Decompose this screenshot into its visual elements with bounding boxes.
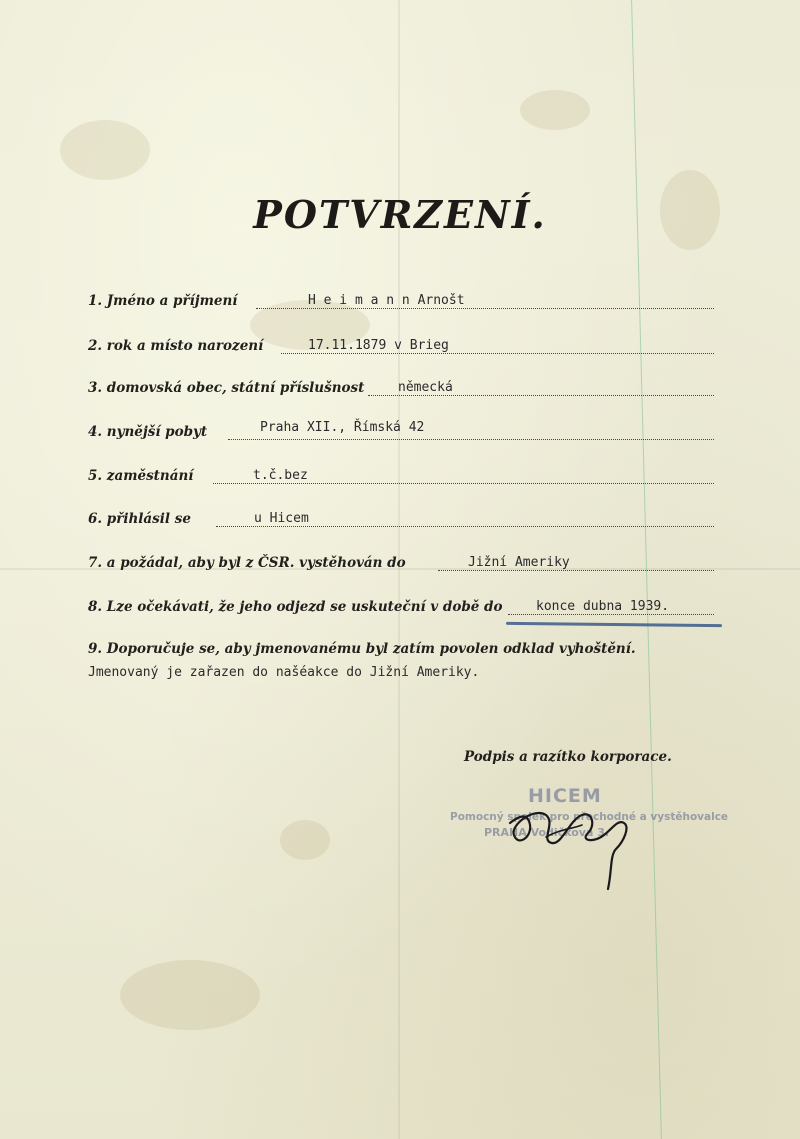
pen-underline — [506, 622, 722, 627]
stamp-description: Pomocný spolek pro přechodné a vystěhovalce — [450, 811, 729, 823]
stamp-org-name: HICEM — [528, 785, 602, 807]
field-label: 8. Lze očekávati, že jeho odjezd se uskuteční v době do — [88, 599, 503, 615]
field-label: 7. a požádal, aby byl z ČSR. vystěhován do — [88, 555, 406, 571]
handwritten-signature — [500, 785, 650, 895]
field-value: Praha XII., Římská 42 — [260, 420, 425, 435]
field-value: konce dubna 1939. — [536, 599, 670, 614]
field-row-occupation — [88, 463, 718, 487]
recommendation-text: 9. Doporučuje se, aby jmenovanému byl zatím povolen odklad vyhoštění. — [88, 641, 636, 657]
document-title: POTVRZENÍ. — [253, 192, 547, 237]
field-value: t.č.bez — [253, 468, 308, 483]
field-value: Jižní Ameriky — [468, 555, 570, 570]
signature-caption: Podpis a razítko korporace. — [464, 749, 672, 765]
dotted-line — [281, 353, 714, 354]
dotted-line — [508, 614, 714, 615]
field-value: 17.11.1879 v Brieg — [308, 338, 449, 353]
field-row-birth — [88, 333, 718, 357]
recommendation-typed-note: Jmenovaný je zařazen do našéakce do Jižní Ameriky. — [88, 665, 480, 680]
field-row-citizenship — [88, 375, 718, 399]
field-label: 2. rok a místo narození — [88, 338, 264, 354]
field-value: H e i m a n n Arnošt — [308, 293, 465, 308]
field-label: 3. domovská obec, státní příslušnost — [88, 380, 365, 396]
dotted-line — [438, 570, 714, 571]
dotted-line — [256, 308, 714, 309]
field-value: u Hicem — [254, 511, 309, 526]
field-row-name — [88, 288, 718, 312]
stamp-address: PRAHA Vodičkova 3. — [484, 826, 610, 839]
field-row-registered — [88, 506, 718, 530]
field-label: 5. zaměstnání — [88, 468, 194, 484]
dotted-line — [216, 526, 714, 527]
field-row-departure — [88, 594, 718, 618]
field-row-emigration — [88, 550, 718, 574]
field-value: německá — [398, 380, 453, 395]
dotted-line — [228, 439, 714, 440]
field-label: 6. přihlásil se — [88, 511, 191, 527]
field-label: 4. nynější pobyt — [88, 424, 208, 440]
field-label: 1. Jméno a příjmení — [88, 293, 238, 309]
dotted-line — [368, 395, 714, 396]
dotted-line — [213, 483, 714, 484]
field-row-residence — [88, 419, 718, 443]
